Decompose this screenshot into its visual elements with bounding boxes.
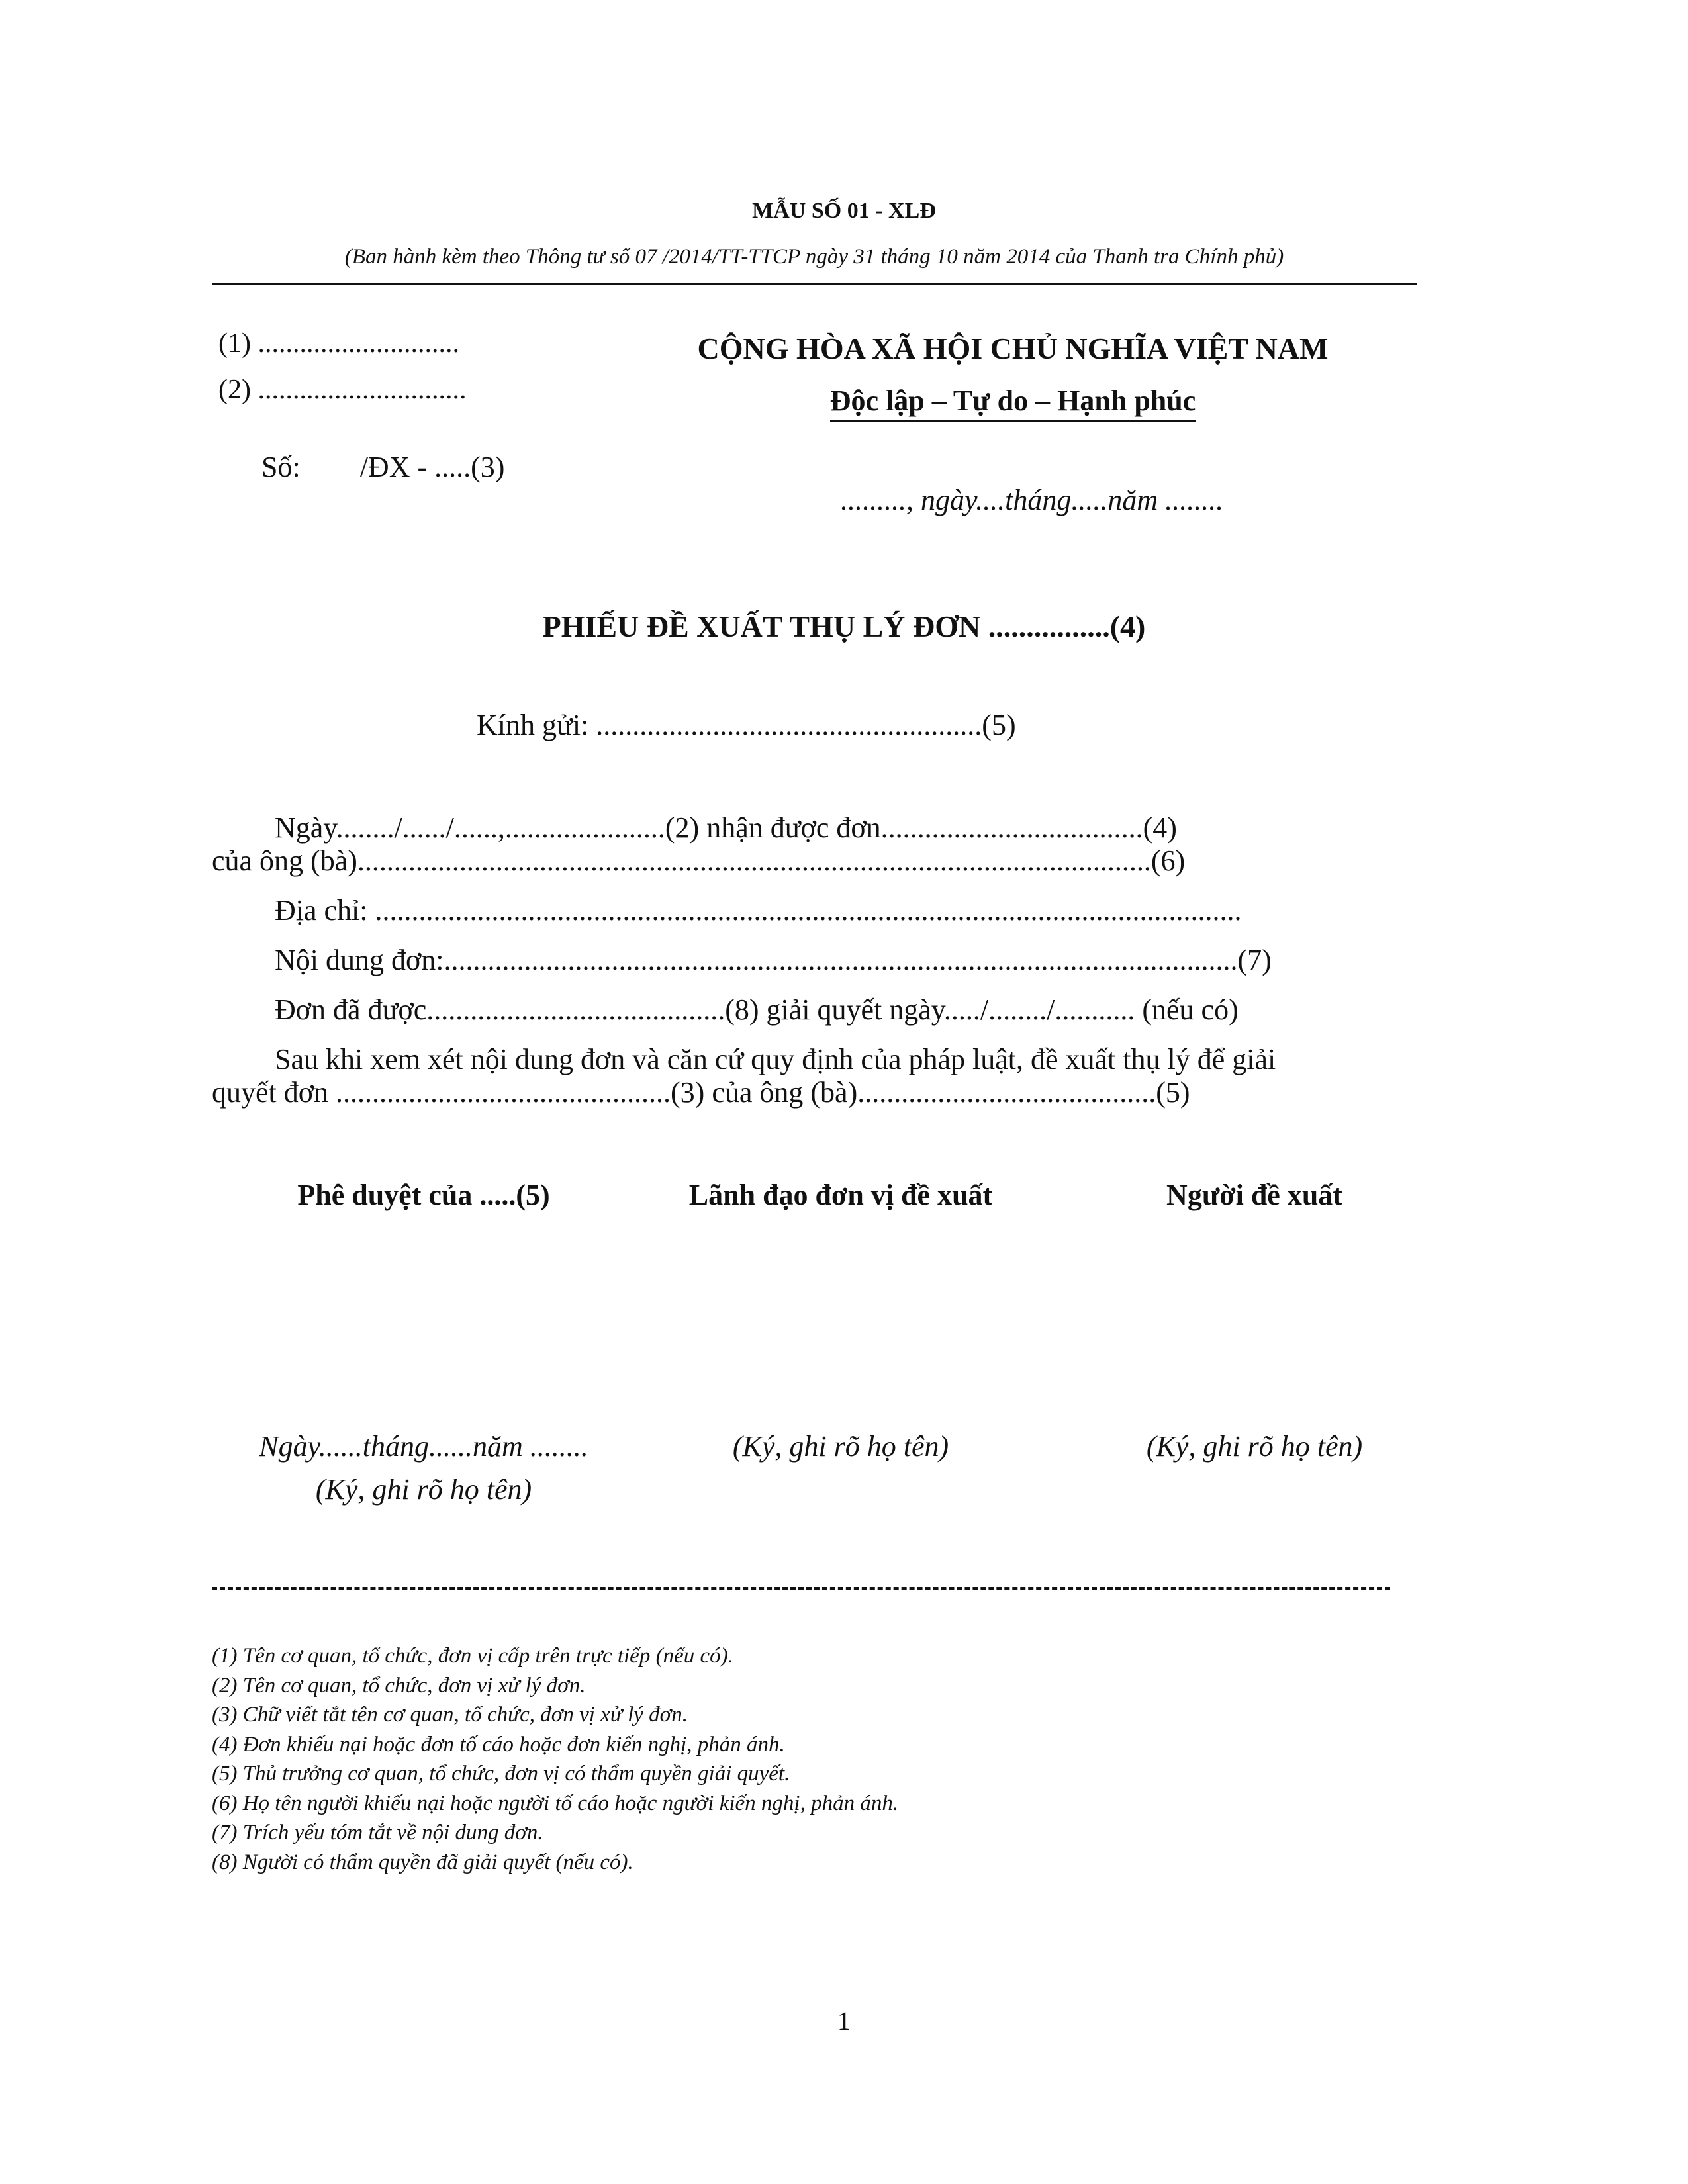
line-content: Nội dung đơn:.............................................................................................................(7) xyxy=(275,944,1272,976)
line-consideration: Sau khi xem xét nội dung đơn và căn cứ quy định của pháp luật, đề xuất thụ lý để giải xyxy=(275,1043,1276,1075)
motto-text: Độc lập – Tự do – Hạnh phúc xyxy=(830,385,1196,422)
leader-heading: Lãnh đạo đơn vị đề xuất xyxy=(688,1179,993,1211)
proposer-heading: Người đề xuất xyxy=(1166,1179,1342,1211)
date-line: ........., ngày....tháng.....năm ........ xyxy=(841,484,1224,516)
line-proposal: quyết đơn ..............................................(3) của ông (bà).........................................(5) xyxy=(212,1076,1190,1109)
footnote-divider xyxy=(212,1587,1390,1590)
line-received-date: Ngày......../....../......,......................(2) nhận được đơn....................................(4) xyxy=(275,811,1177,844)
line-resolved: Đơn đã được.........................................(8) giải quyết ngày...../......../........... (nếu có) xyxy=(275,993,1239,1026)
document-number xyxy=(261,450,504,484)
page-number: 1 xyxy=(837,2006,851,2036)
footnotes xyxy=(212,1641,898,1877)
footnote-item: (7) Trích yếu tóm tắt về nội dung đơn. xyxy=(212,1821,543,1844)
header-rule xyxy=(212,283,1417,285)
so-label: Số: xyxy=(261,451,301,483)
leader-sign-note: (Ký, ghi rõ họ tên) xyxy=(732,1430,949,1463)
nation-title: CỘNG HÒA XÃ HỘI CHỦ NGHĨA VIỆT NAM xyxy=(697,332,1329,365)
approval-heading: Phê duyệt của .....(5) xyxy=(297,1179,550,1211)
footnote-item: (8) Người có thẩm quyền đã giải quyết (nếu có). xyxy=(212,1850,633,1874)
footnote-item: (3) Chữ viết tắt tên cơ quan, tổ chức, đơn vị xử lý đơn. xyxy=(212,1703,688,1727)
approval-date: Ngày......tháng......năm ........ xyxy=(259,1430,588,1463)
footnote-item: (5) Thủ trưởng cơ quan, tổ chức, đơn vị có thẩm quyền giải quyết. xyxy=(212,1762,790,1786)
line-applicant: của ông (bà).............................................................................................................(6) xyxy=(212,844,1186,877)
line-address: Địa chỉ: ....................................................................................................................... xyxy=(275,894,1242,927)
form-title: PHIẾU ĐỀ XUẤT THỤ LÝ ĐƠN ................(4) xyxy=(542,610,1146,643)
footnote-item: (2) Tên cơ quan, tổ chức, đơn vị xử lý đơn. xyxy=(212,1673,586,1698)
org-line-2: (2) .............................. xyxy=(218,375,467,405)
recipient-line: Kính gửi: .....................................................(5) xyxy=(477,709,1016,741)
proposer-sign-note: (Ký, ghi rõ họ tên) xyxy=(1146,1430,1363,1463)
national-motto xyxy=(675,384,1350,418)
footnote-item: (1) Tên cơ quan, tổ chức, đơn vị cấp trên trực tiếp (nếu có). xyxy=(212,1644,733,1668)
form-code: MẪU SỐ 01 - XLĐ xyxy=(752,199,936,223)
so-value: /ĐX - .....(3) xyxy=(359,451,505,483)
footnote-item: (4) Đơn khiếu nại hoặc đơn tố cáo hoặc đơn kiến nghị, phản ánh. xyxy=(212,1732,785,1756)
footnote-item: (6) Họ tên người khiếu nại hoặc người tố cáo hoặc người kiến nghị, phản ánh. xyxy=(212,1791,899,1815)
org-line-1: (1) ............................. xyxy=(218,328,459,359)
approval-sign-note: (Ký, ghi rõ họ tên) xyxy=(315,1473,532,1506)
issued-note: (Ban hành kèm theo Thông tư số 07 /2014/TT-TTCP ngày 31 tháng 10 năm 2014 của Thanh tra Chính phủ) xyxy=(344,245,1284,269)
